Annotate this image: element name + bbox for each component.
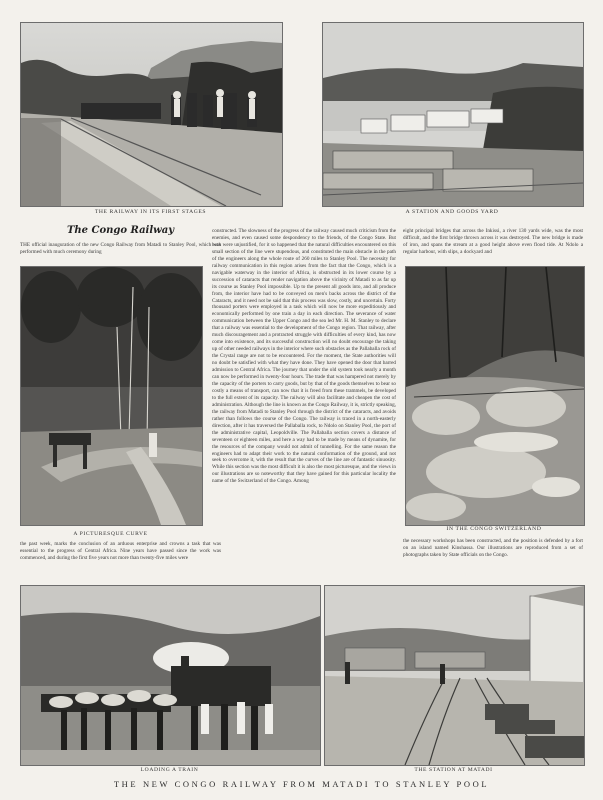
caption-loading: LOADING A TRAIN: [140, 767, 199, 773]
photo-railway-first-stages: [20, 22, 283, 207]
caption-goods-yard: A STATION AND GOODS YARD: [405, 209, 499, 215]
caption-matadi: THE STATION AT MATADI: [414, 767, 493, 773]
photo-station-goods-yard: [322, 22, 584, 207]
caption-first-stages: THE RAILWAY IN ITS FIRST STAGES: [94, 209, 207, 215]
col2-text: constructed. The slowness of the progress of the railway caused much criticism from the enemies, and even caused some despondency to the friends, of the Congo State. But both were unjustified, for it so happened that the natural difficulties encountered on this small section of the line were stupendous, and constituted the main obstacle in the path of the engineers along the whole route of 260 miles to Stanley Pool. The necessity for railway communication in this region arises from the fact that the Congo, which is a navigable waterway in the interior of Africa, is obstructed in its lower course by a succession of cataracts that render navigation above the vicinity of Matadi to as far up its course as Stanley Pool impossible. Up to the present all goods into, and all produce from, the interior have had to be conveyed on men's backs across the district of the Cataracts, and it need not be said that this process was slow, costly, and uncertain. Forty thousand porters were employed in a task which will now be more expeditiously and economically performed by one train a day in each direction. The severance of water communication between the Upper Congo and the sea led Mr. H. M. Stanley to declare that a railway was essential to the development of the Congo region. That railway, after much discouragement and a protracted struggle with difficulties of every kind, has now come into existence, and its successful construction will no doubt encourage the taking up of other needed railways in the interior where such obstacles as the Pallaballa rock of the Crystal range are not to be encountered. For the moment, the State authorities will no doubt be satisfied with what they have done. They have opened the door that barred admission to Central Africa. The journey that under the old system took nearly a month can now be performed in twenty-four hours. The trade that was hampered not merely by the capacity of the porters to carry goods, but by that of the goods themselves to bear so costly a means of transport, can now that it is freed from these trammels, be developed to the full extent of its capacity. The railway will also facilitate and cheapen the cost of administration. Although the line is known as the Congo Railway, it is, strictly speaking, the railway from Matadi to Stanley Pool through the district of the cataracts, and avoids rather than follows the course of the Congo. The railway is traced in a north-easterly direction, after it has traversed the Pallaballa rock, to Ndolo on Stanley Pool, the port of the administrative capital, Leopoldville. The Pallaballa section covers a distance of seventeen or eighteen miles, and here a way had to be made by means of dynamite, for the resources of the company would not admit of tunnelling. For the same reason the engineers had to adapt their work to the natural conformation of the ground, and not seek to overcome it, with the result that the curves of the line are of fantastic sinuosity. While this section was the most difficult it is also the most picturesque, and the views in our illustrations are so noteworthy that they have gained for this particular locality the name of the Switzerland of the Congo. Among: [212, 228, 396, 485]
photo-station-matadi: [324, 585, 585, 766]
col1-intro-text: THE official inauguration of the new Congo Railway from Matadi to Stanley Pool, which was performed with much ceremony during: [20, 242, 221, 255]
page-title: THE NEW CONGO RAILWAY FROM MATADI TO STANLEY POOL: [113, 779, 490, 789]
caption-curve: A PICTURESQUE CURVE: [73, 531, 148, 537]
col3-bottom-text: the necessary workshops has been constructed, and the position is defended by a fort on an island named Kinshassa. Our illustrations are reproduced from a set of photographs taken by State officials on the Congo.: [403, 538, 583, 558]
col1-bottom-text: the past week, marks the conclusion of an arduous enterprise and crowns a task that was essential to the progress of Central Africa. Nine years have passed since the work was commenced, and during the first five years not more than twenty-five miles were: [20, 541, 221, 561]
article-heading: The Congo Railway: [66, 225, 175, 236]
photo-loading-train: [20, 585, 321, 766]
photo-congo-switzerland: [405, 266, 585, 526]
photo-picturesque-curve: [20, 266, 203, 526]
col3-top-text: eight principal bridges that across the Inkissi, a river 130 yards wide, was the most difficult, and the first bridge thrown across it was destroyed. The new bridge is made of iron, and spans the stream at a good height above even flood tide. At Ndolo a regular harbour, with slips, a dockyard and: [403, 228, 583, 255]
caption-switzerland: IN THE CONGO SWITZERLAND: [446, 526, 542, 532]
